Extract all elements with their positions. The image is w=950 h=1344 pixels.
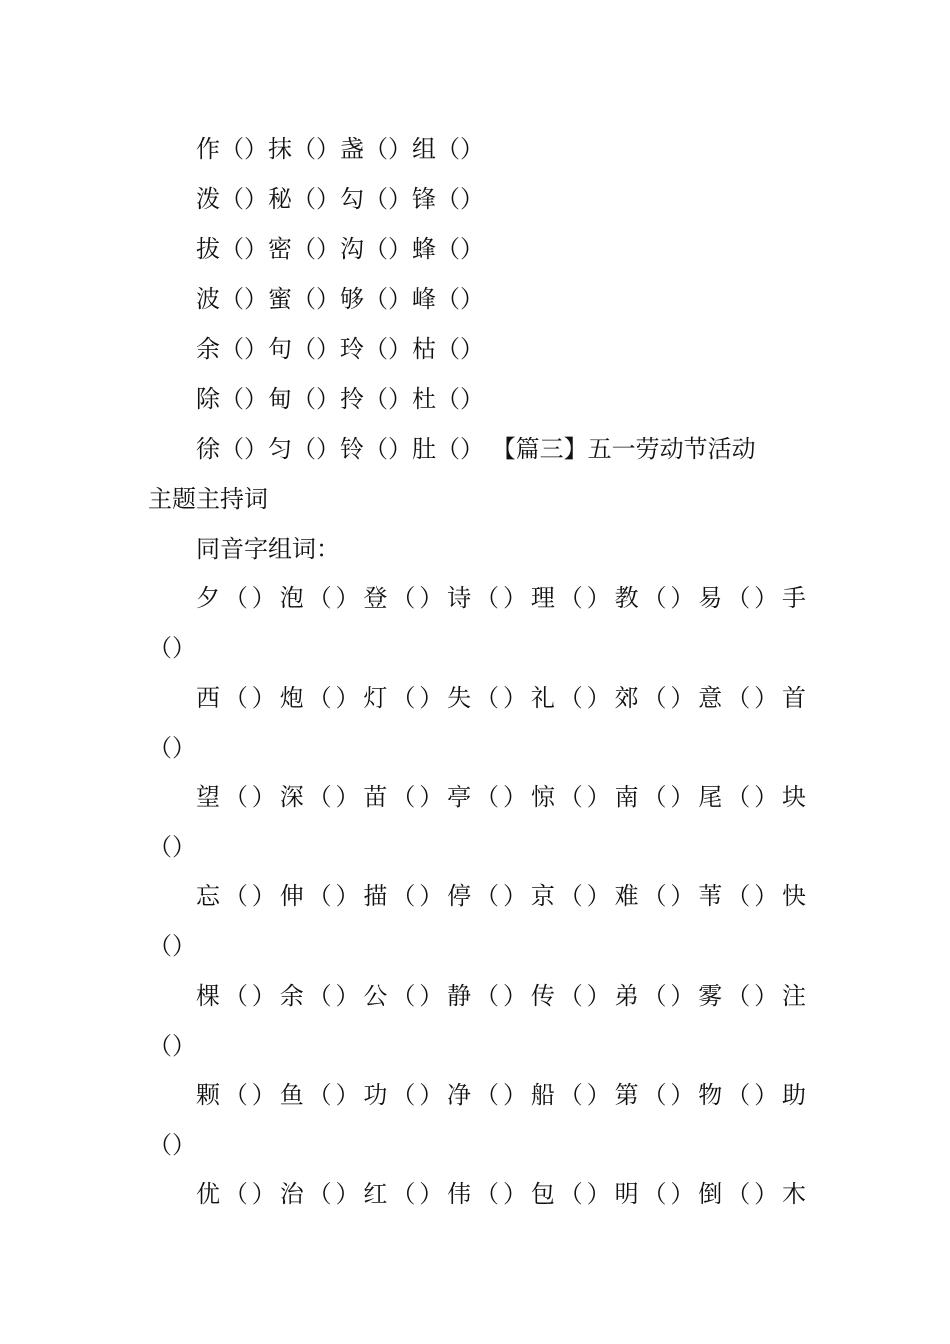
text-line: （） <box>148 634 196 662</box>
text-line: 夕（）泡（）登（）诗（）理（）教（）易（）手 <box>196 584 806 612</box>
text-line: 忘（）伸（）描（）停（）京（）难（）苇（）快 <box>196 882 806 910</box>
text-line: 棵（）余（）公（）静（）传（）弟（）雾（）注 <box>196 982 806 1010</box>
text-line: 颗（）鱼（）功（）净（）船（）第（）物（）助 <box>196 1081 806 1109</box>
text-line: 西（）炮（）灯（）失（）礼（）郊（）意（）首 <box>196 684 806 712</box>
text-line: （） <box>148 1032 196 1060</box>
text-line: 余（）句（）玲（）枯（） <box>196 335 484 363</box>
text-line: （） <box>148 833 196 861</box>
text-line: 徐（）匀（）铃（）肚（） 【篇三】五一劳动节活动 <box>196 435 756 463</box>
text-line: 望（）深（）苗（）亭（）惊（）南（）尾（）块 <box>196 783 806 811</box>
text-line: （） <box>148 932 196 960</box>
text-line: 波（）蜜（）够（）峰（） <box>196 285 484 313</box>
text-line: 优（）治（）红（）伟（）包（）明（）倒（）木 <box>196 1180 806 1208</box>
text-line: （） <box>148 1131 196 1159</box>
text-line: 泼（）秘（）勾（）锋（） <box>196 185 484 213</box>
text-line: 作（）抹（）盏（）组（） <box>196 135 484 163</box>
text-line: 主题主持词 <box>148 485 268 513</box>
section-heading: 同音字组词： <box>196 535 340 563</box>
text-line: 除（）甸（）拎（）杜（） <box>196 385 484 413</box>
text-line: 拔（）密（）沟（）蜂（） <box>196 235 484 263</box>
text-line: （） <box>148 734 196 762</box>
